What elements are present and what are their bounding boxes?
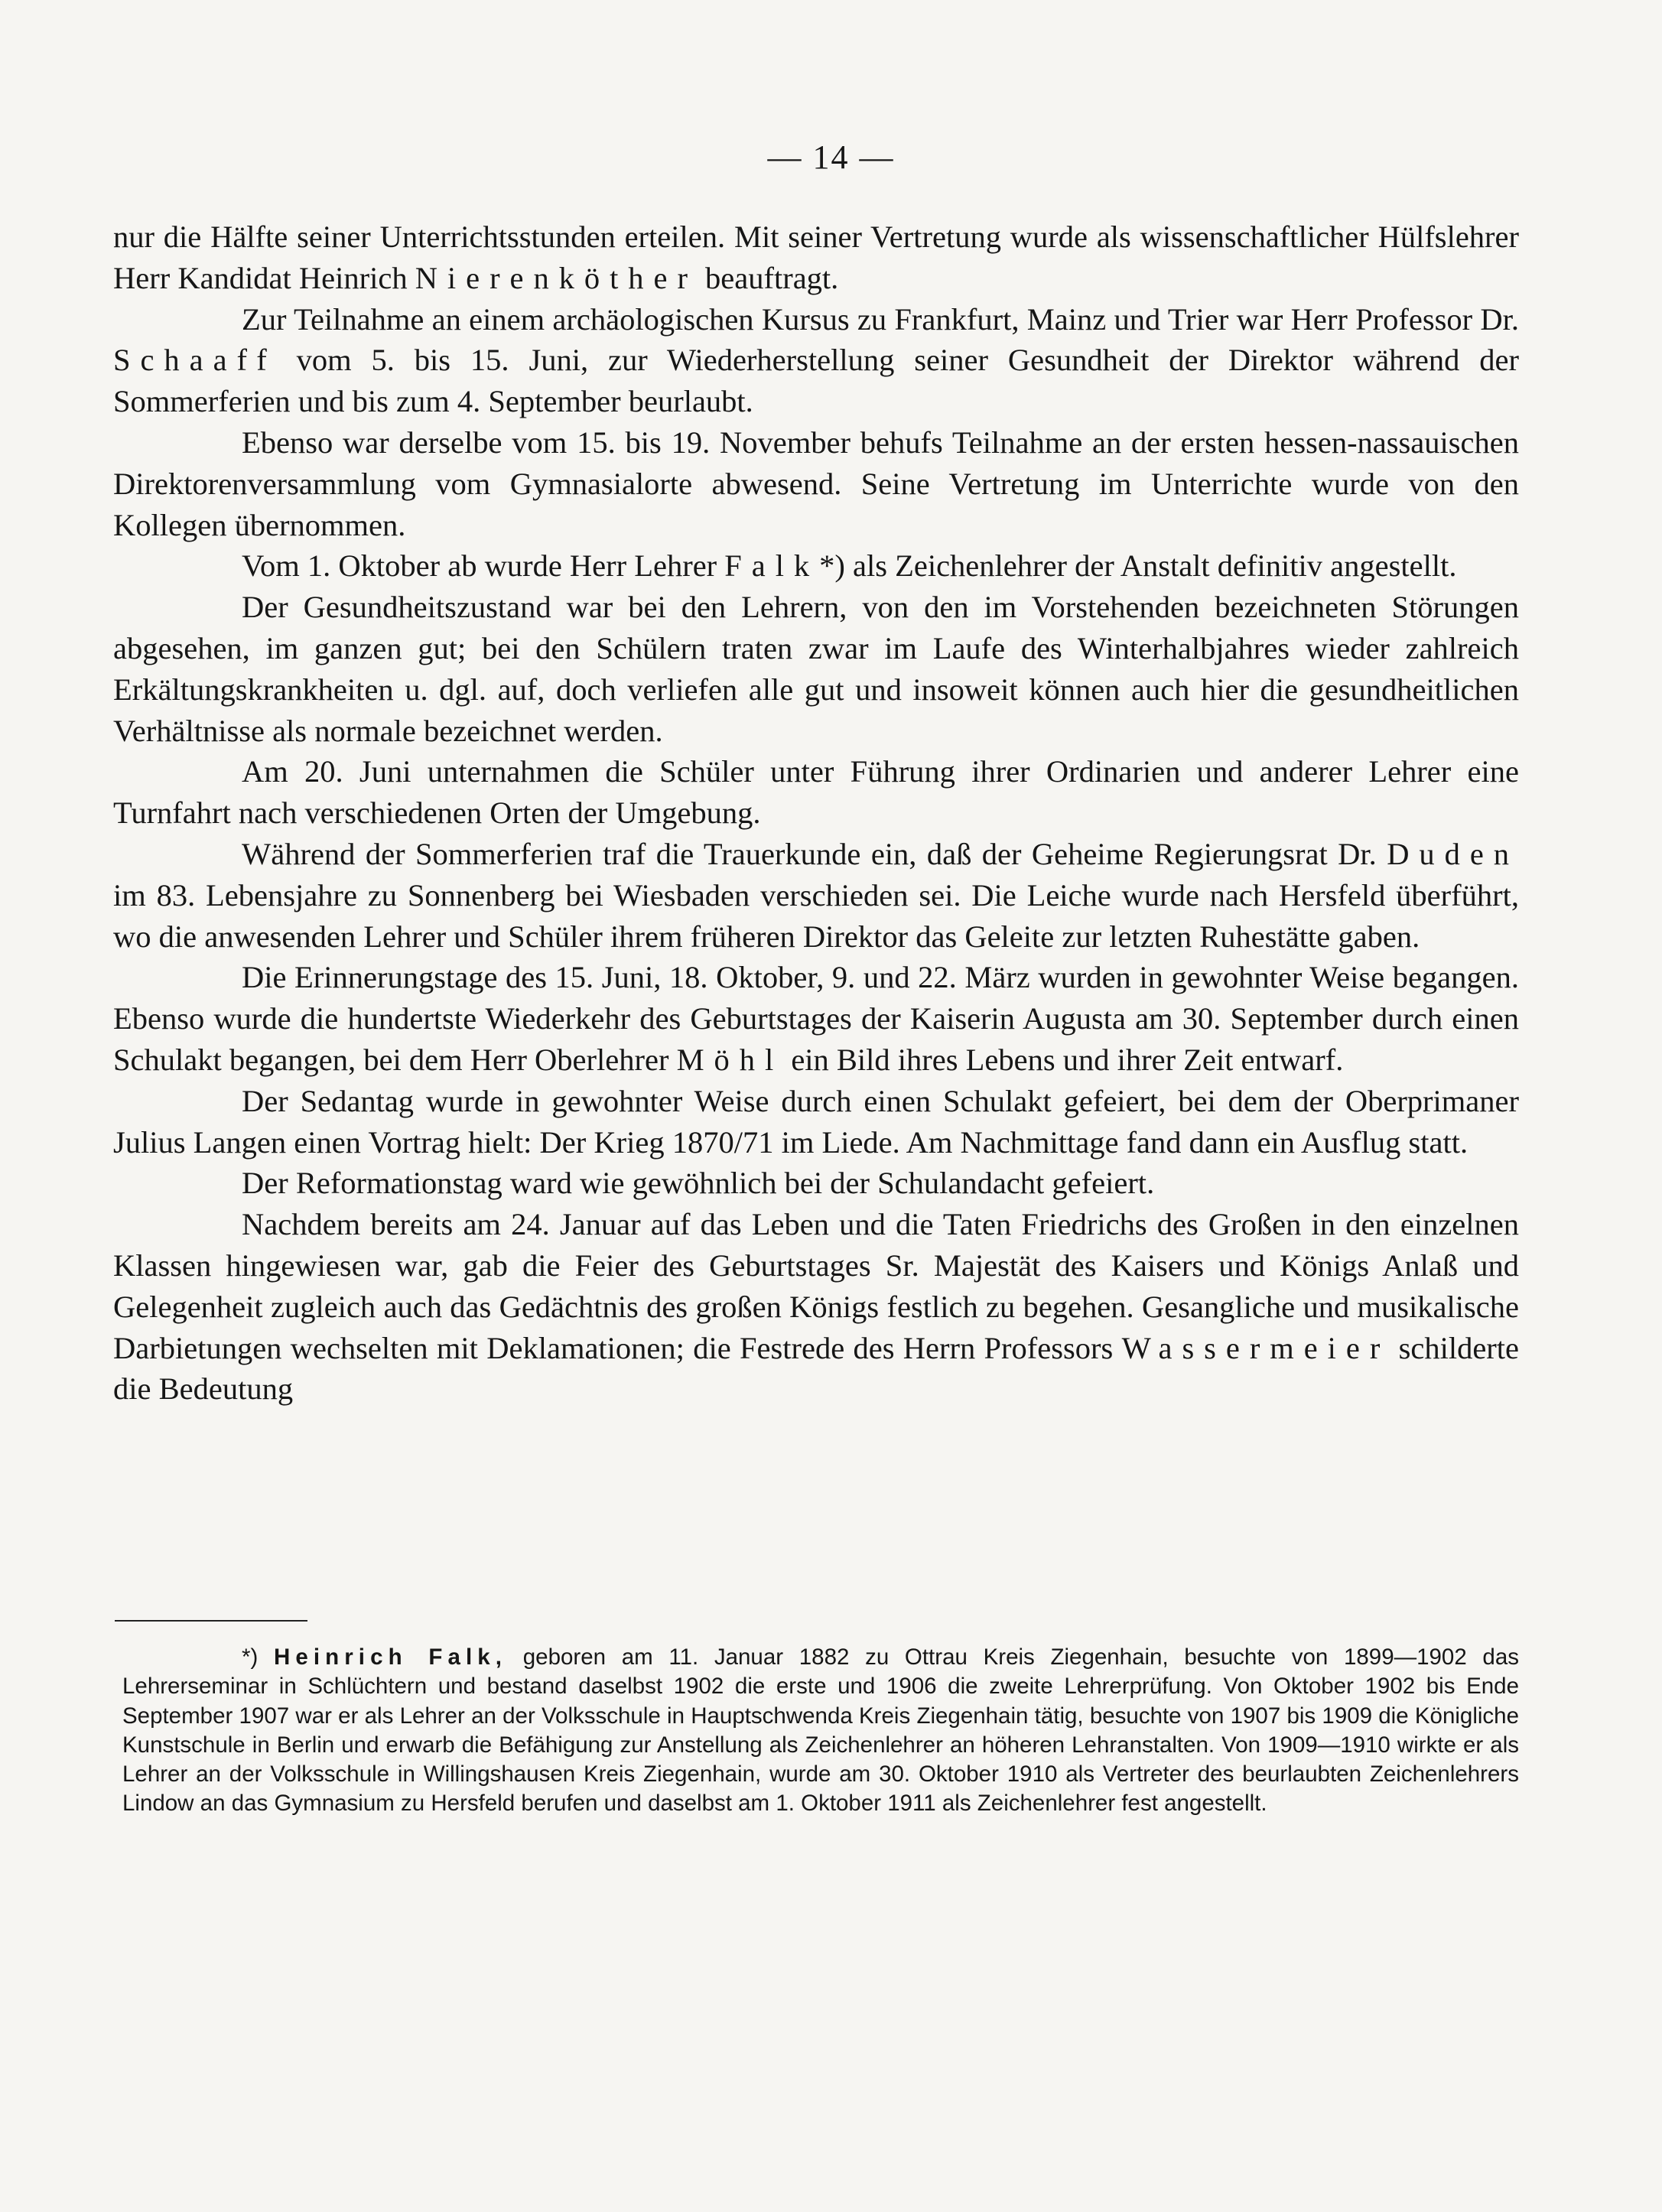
spaced-name-wassermeier: Wassermeier — [1121, 1330, 1390, 1365]
footnote-name: Heinrich Falk, — [274, 1644, 508, 1670]
paragraph-5: Der Gesundheitszustand war bei den Lehrern, von den im Vorstehenden bezeichneten Störungen abgesehen, im ganzen gut; bei den Schülern traten zwar im Laufe des Winterhalbjahres wieder zahlreich Erkältungskrankheiten u. dgl. auf, doch verliefen alle gut und insoweit können auch hier die gesundheitlichen Verhältnisse als normale bezeichnet werden. — [113, 590, 1519, 748]
body-text — [113, 216, 1519, 1410]
spaced-name-falk: Falk — [724, 548, 820, 584]
paragraph-6: Am 20. Juni unternahmen die Schüler unter Führung ihrer Ordinarien und anderer Lehrer eine Turnfahrt nach verschiedenen Orten der Umgebung. — [113, 754, 1519, 831]
footnote-text: *) Heinrich Falk, geboren am 11. Januar 1882 zu Ottrau Kreis Ziegenhain, besuchte von 1899—1902 das Lehrerseminar in Schlüchtern und bestand daselbst 1902 die erste und 1906 die zweite Lehrerprüfung. Von Oktober 1902 bis Ende September 1907 war er als Lehrer an der Volksschule in Hauptschwenda Kreis Ziegenhain tätig, besuchte von 1907 bis 1909 die Königliche Kunstschule in Berlin und erwarb die Befähigung zur Anstellung als Zeichenlehrer an höheren Lehranstalten. Von 1909—1910 wirkte er als Lehrer an der Volksschule in Willingshausen Kreis Ziegenhain, wurde am 30. Oktober 1910 als Vertreter des beurlaubten Zeichenlehrers Lindow an das Gymnasium zu Hersfeld berufen und daselbst am 1. Oktober 1911 als Zeichenlehrer fest angestellt. — [122, 1644, 1519, 1817]
paragraph-9: Der Sedantag wurde in gewohnter Weise durch einen Schulakt gefeiert, bei dem der Oberprimaner Julius Langen einen Vortrag hielt: Der Krieg 1870/71 im Liede. Am Nachmittage fand dann ein Ausflug statt. — [113, 1083, 1519, 1160]
paragraph-4: Vom 1. Oktober ab wurde Herr Lehrer Falk*) als Zeichenlehrer der Anstalt definitiv angestellt. — [242, 548, 1457, 584]
spaced-name-nierenkoether: Nierenköther — [415, 260, 698, 295]
paragraph-1: nur die Hälfte seiner Unterrichtsstunden erteilen. Mit seiner Vertretung wurde als wissenschaftlicher Hülfslehrer Herr Kandidat Heinrich Nierenköther beauftragt. — [113, 220, 1519, 295]
paragraph-2: Zur Teilnahme an einem archäologischen Kursus zu Frankfurt, Mainz und Trier war Herr Professor Dr. Schaaff vom 5. bis 15. Juni, zur Wiederherstellung seiner Gesundheit der Direktor während der Sommerferien und bis zum 4. September beurlaubt. — [113, 301, 1519, 419]
footnote-marker: *) — [242, 1644, 259, 1670]
paragraph-7: Während der Sommerferien traf die Trauerkunde ein, daß der Geheime Regierungsrat Dr. Duden im 83. Lebensjahre zu Sonnenberg bei Wiesbaden verschieden sei. Die Leiche wurde nach Hersfeld überführt, wo die anwesenden Lehrer und Schüler ihrem früheren Direktor das Geleite zur letzten Ruhestätte gaben. — [113, 836, 1519, 954]
paragraph-3: Ebenso war derselbe vom 15. bis 19. November behufs Teilnahme an der ersten hessen-nassauischen Direktorenversammlung vom Gymnasialorte abwesend. Seine Vertretung im Unterrichte wurde von den Kollegen übernommen. — [113, 425, 1519, 542]
spaced-name-schaaff: Schaaff — [113, 343, 277, 378]
footnote — [122, 1643, 1519, 1819]
page-number: — 14 — — [767, 138, 895, 176]
spaced-name-duden: Duden — [1387, 836, 1519, 871]
paragraph-11: Nachdem bereits am 24. Januar auf das Leben und die Taten Friedrichs des Großen in den einzelnen Klassen hingewiesen war, gab die Feier des Geburtstages Sr. Majestät des Kaisers und Königs Anlaß und Gelegenheit zugleich auch das Gedächtnis des großen Königs festlich zu begehen. Gesangliche und musikalische Darbietungen wechselten mit Deklamationen; die Festrede des Herrn Professors Wassermeier schilderte die Bedeutung — [113, 1207, 1520, 1407]
paragraph-10: Der Reformationstag ward wie gewöhnlich bei der Schulandacht gefeiert. — [242, 1166, 1155, 1201]
paragraph-8: Die Erinnerungstage des 15. Juni, 18. Oktober, 9. und 22. März wurden in gewohnter Weise begangen. Ebenso wurde die hundertste Wiederkehr des Geburtstages der Kaiserin Augusta am 30. September durch einen Schulakt begangen, bei dem Herr Oberlehrer Möhl ein Bild ihres Lebens und ihrer Zeit entwarf. — [113, 960, 1519, 1077]
spaced-name-moehl: Möhl — [676, 1042, 784, 1077]
footnote-divider — [115, 1620, 307, 1622]
